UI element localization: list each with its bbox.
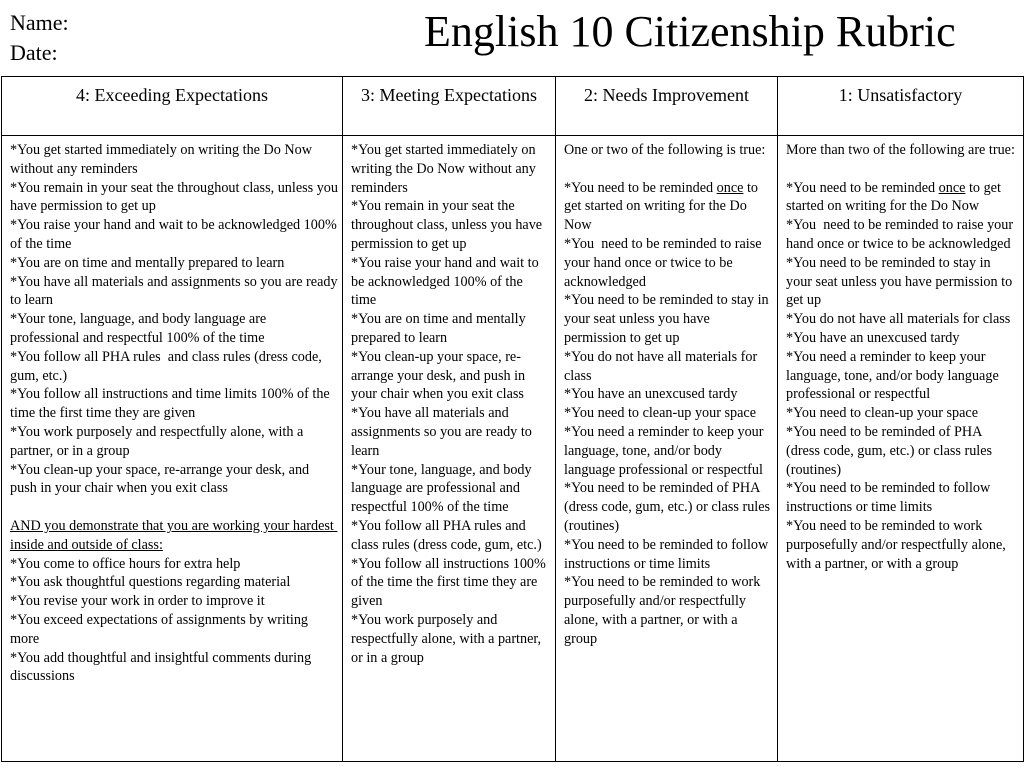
criterion-line: *You raise your hand and wait to be acknowledged 100% of the time xyxy=(351,254,543,309)
criterion-line: *You need to be reminded to work purposefully and/or respectfully alone, with a partner, or with a group xyxy=(786,517,1010,572)
column-heading-3: 3: Meeting Expectations xyxy=(343,77,556,136)
criterion-line: One or two of the following is true: xyxy=(564,142,766,158)
criterion-text: to get started on writing for the Do Now xyxy=(786,179,1005,215)
criterion-line: *You get started immediately on writing the Do Now without any reminders xyxy=(351,142,540,196)
criterion-line: *You ask thoughtful questions regarding material xyxy=(10,574,291,591)
criterion-line: *You need a reminder to keep your language, tone, and/or body language professional or respectful xyxy=(786,348,1003,403)
rubric-header-row xyxy=(2,77,1024,136)
rubric-table xyxy=(1,76,1024,762)
column-heading-2: 2: Needs Improvement xyxy=(556,77,778,136)
criterion-line: *You need to clean-up your space xyxy=(786,405,979,422)
criterion-line: *You exceed expectations of assignments by writing more xyxy=(10,611,312,647)
criterion-line: *You have an unexcused tardy xyxy=(786,329,960,346)
page-title: English 10 Citizenship Rubric xyxy=(424,7,956,56)
criterion-line: *You work purposely and respectfully alone, with a partner, or in a group xyxy=(351,611,545,666)
blank-line xyxy=(564,160,773,179)
criterion-emphasis: once xyxy=(716,179,744,196)
criterion-line: *You follow all instructions 100% of the time the first time they are given xyxy=(351,555,550,610)
criterion-text: *You need to be reminded xyxy=(786,179,939,196)
criterion-line: *You have all materials and assignments so you are ready to learn xyxy=(351,405,536,459)
criterion-line: *You follow all PHA rules and class rules (dress code, gum, etc.) xyxy=(10,348,326,384)
criterion-text: *You need to be reminded xyxy=(564,179,717,196)
criterion-line: *You add thoughtful and insightful comments during discussions xyxy=(10,649,315,685)
criterion-line: *Your tone, language, and body language are professional and respectful 100% of the time xyxy=(10,311,270,346)
criterion-line: *You follow all PHA rules and class rules (dress code, gum, etc.) xyxy=(351,517,542,553)
criterion-line: *You need to be reminded to stay in your seat unless you have permission to get up xyxy=(786,254,1016,309)
criterion-line: *You need to be reminded to raise your hand once or twice to be acknowledged xyxy=(564,235,766,290)
rubric-criteria-row xyxy=(2,136,1024,762)
criterion-line: *You revise your work in order to improve it xyxy=(10,593,265,610)
criterion-line: *You do not have all materials for class xyxy=(786,311,1011,328)
criterion-line: *You remain in your seat the throughout class, unless you have permission to get up xyxy=(351,198,546,252)
criterion-line xyxy=(786,179,1019,217)
blank-line xyxy=(786,160,1019,179)
criterion-line: *You do not have all materials for class xyxy=(564,348,761,384)
criterion-line: *You need to be reminded to stay in your seat unless you have permission to get up xyxy=(564,292,773,346)
criteria-cell-exceeding xyxy=(2,136,343,762)
blank-line xyxy=(10,498,338,517)
criterion-line: More than two of the following are true: xyxy=(786,142,1015,158)
criterion-heading: AND you demonstrate that you are working your hardest inside and outside of class: xyxy=(10,517,338,553)
criterion-line: *Your tone, language, and body language are professional and respectful 100% of the time xyxy=(351,461,536,516)
criteria-cell-meeting xyxy=(343,136,556,762)
criterion-line xyxy=(564,179,773,235)
criterion-line: *You work purposely and respectfully alone, with a partner, or in a group xyxy=(10,423,307,459)
criteria-cell-needs-improvement xyxy=(556,136,778,762)
criterion-line: *You need to be reminded of PHA (dress code, gum, etc.) or class rules (routines) xyxy=(786,423,996,478)
criterion-emphasis: once xyxy=(938,179,966,196)
criterion-line: *You follow all instructions and time limits 100% of the time the first time they are given xyxy=(10,386,334,422)
criterion-line: *You are on time and mentally prepared to learn xyxy=(10,254,285,271)
criterion-line: *You clean-up your space, re-arrange your desk, and push in your chair when you exit class xyxy=(351,348,529,403)
criterion-line: *You need to be reminded of PHA (dress code, gum, etc.) or class rules (routines) xyxy=(564,480,774,534)
criterion-line: *You get started immediately on writing the Do Now without any reminders xyxy=(10,142,316,177)
name-label: Name: xyxy=(10,10,69,35)
criterion-line: *You need to clean-up your space xyxy=(564,405,757,422)
criterion-line: *You clean-up your space, re-arrange your desk, and push in your chair when you exit class xyxy=(10,461,313,497)
criterion-line: *You need to be reminded to work purposefully and/or respectfully alone, with a partner, or with a group xyxy=(564,574,764,647)
student-info xyxy=(10,8,69,68)
criterion-line: *You need to be reminded to follow instructions or time limits xyxy=(564,536,772,572)
criterion-line: *You have all materials and assignments so you are ready to learn xyxy=(10,273,342,309)
criterion-line: *You need to be reminded to raise your hand once or twice to be acknowledged xyxy=(786,217,1017,252)
criterion-line: *You need a reminder to keep your language, tone, and/or body language professional or respectful xyxy=(564,423,768,478)
column-heading-1: 1: Unsatisfactory xyxy=(778,77,1024,136)
criterion-line: *You have an unexcused tardy xyxy=(564,386,738,403)
criteria-cell-unsatisfactory xyxy=(778,136,1024,762)
column-heading-4: 4: Exceeding Expectations xyxy=(2,77,343,136)
criterion-line: *You remain in your seat the throughout class, unless you have permission to get up xyxy=(10,179,342,215)
criterion-line: *You raise your hand and wait to be acknowledged 100% of the time xyxy=(10,217,341,252)
criterion-line: *You need to be reminded to follow instructions or time limits xyxy=(786,480,994,516)
criterion-text: to get started on writing for the Do Now xyxy=(564,179,762,234)
criterion-line: *You are on time and mentally prepared to learn xyxy=(351,311,530,346)
criterion-line: *You come to office hours for extra help xyxy=(10,555,241,572)
date-label: Date: xyxy=(10,40,58,65)
